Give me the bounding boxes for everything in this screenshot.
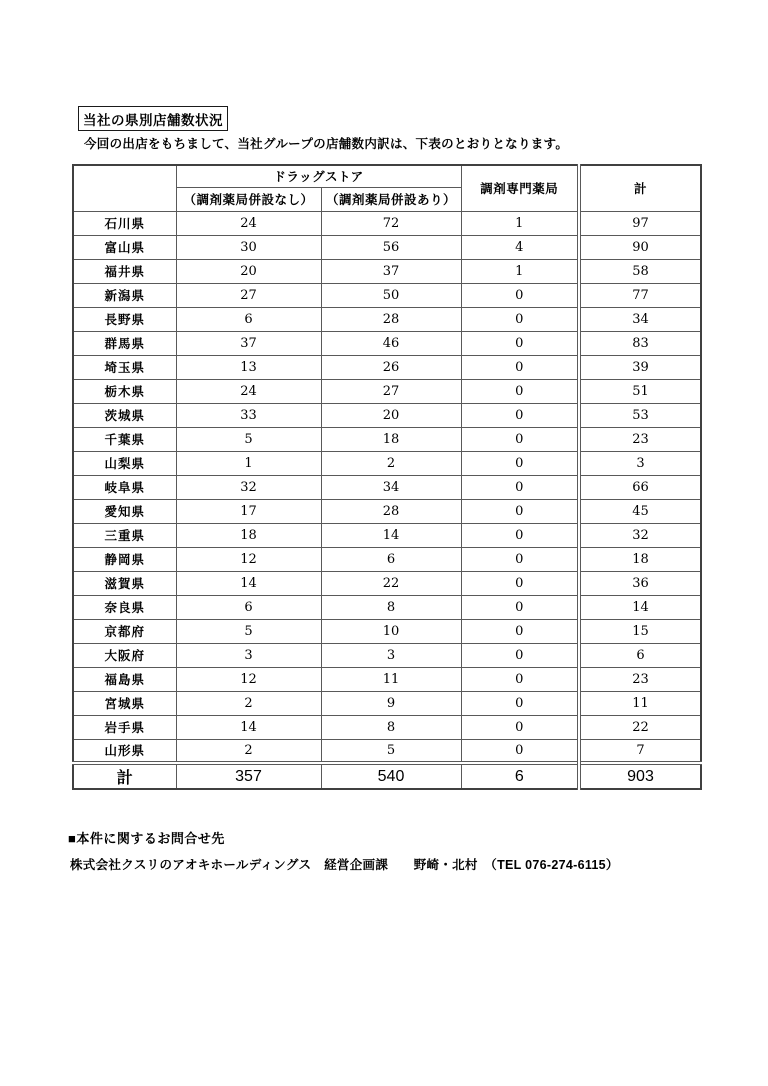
count-dispensing-cell: 0 bbox=[461, 331, 579, 355]
count-dispensing-cell: 0 bbox=[461, 571, 579, 595]
prefecture-cell: 岐阜県 bbox=[73, 475, 176, 499]
table-row bbox=[73, 427, 701, 451]
count-with-pharmacy-cell: 56 bbox=[321, 235, 461, 259]
count-with-pharmacy-cell: 11 bbox=[321, 667, 461, 691]
count-with-pharmacy-cell: 27 bbox=[321, 379, 461, 403]
table-row bbox=[73, 211, 701, 235]
count-no-pharmacy-cell: 14 bbox=[176, 571, 321, 595]
table-total-row bbox=[73, 763, 701, 789]
count-total-cell: 45 bbox=[579, 499, 701, 523]
count-with-pharmacy-cell: 72 bbox=[321, 211, 461, 235]
count-dispensing-cell: 0 bbox=[461, 355, 579, 379]
table-row bbox=[73, 667, 701, 691]
count-total-cell: 15 bbox=[579, 619, 701, 643]
count-dispensing-cell: 0 bbox=[461, 691, 579, 715]
header-total: 計 bbox=[579, 165, 701, 211]
count-total-cell: 66 bbox=[579, 475, 701, 499]
table-row bbox=[73, 235, 701, 259]
prefecture-cell: 奈良県 bbox=[73, 595, 176, 619]
count-with-pharmacy-cell: 50 bbox=[321, 283, 461, 307]
count-no-pharmacy-cell: 13 bbox=[176, 355, 321, 379]
count-with-pharmacy-cell: 9 bbox=[321, 691, 461, 715]
count-total-cell: 23 bbox=[579, 427, 701, 451]
prefecture-cell: 京都府 bbox=[73, 619, 176, 643]
table-row bbox=[73, 379, 701, 403]
total-dispensing-value: 6 bbox=[461, 763, 579, 789]
count-total-cell: 3 bbox=[579, 451, 701, 475]
table-row bbox=[73, 691, 701, 715]
prefecture-cell: 大阪府 bbox=[73, 643, 176, 667]
prefecture-cell: 埼玉県 bbox=[73, 355, 176, 379]
count-dispensing-cell: 0 bbox=[461, 379, 579, 403]
count-no-pharmacy-cell: 32 bbox=[176, 475, 321, 499]
count-with-pharmacy-cell: 34 bbox=[321, 475, 461, 499]
count-no-pharmacy-cell: 6 bbox=[176, 307, 321, 331]
count-total-cell: 51 bbox=[579, 379, 701, 403]
count-with-pharmacy-cell: 20 bbox=[321, 403, 461, 427]
page-title: 当社の県別店舗数状況 bbox=[78, 106, 228, 131]
count-dispensing-cell: 0 bbox=[461, 643, 579, 667]
count-dispensing-cell: 0 bbox=[461, 619, 579, 643]
prefecture-cell: 千葉県 bbox=[73, 427, 176, 451]
total-row-label: 計 bbox=[73, 763, 176, 789]
count-total-cell: 14 bbox=[579, 595, 701, 619]
count-no-pharmacy-cell: 17 bbox=[176, 499, 321, 523]
prefecture-cell: 長野県 bbox=[73, 307, 176, 331]
count-total-cell: 22 bbox=[579, 715, 701, 739]
table-row bbox=[73, 715, 701, 739]
count-no-pharmacy-cell: 24 bbox=[176, 379, 321, 403]
total-with-pharmacy-value: 540 bbox=[321, 763, 461, 789]
count-dispensing-cell: 0 bbox=[461, 715, 579, 739]
count-with-pharmacy-cell: 18 bbox=[321, 427, 461, 451]
count-total-cell: 39 bbox=[579, 355, 701, 379]
count-no-pharmacy-cell: 5 bbox=[176, 619, 321, 643]
contact-info: 株式会社クスリのアオキホールディングス 経営企画課 野崎・北村 （TEL 076-274-6115） bbox=[70, 858, 619, 872]
header-drugstore-group: ドラッグストア bbox=[176, 165, 461, 187]
count-no-pharmacy-cell: 1 bbox=[176, 451, 321, 475]
page-subtitle: 今回の出店をもちまして、当社グループの店舗数内訳は、下表のとおりとなります。 bbox=[84, 137, 569, 151]
count-no-pharmacy-cell: 30 bbox=[176, 235, 321, 259]
count-dispensing-cell: 0 bbox=[461, 547, 579, 571]
count-dispensing-cell: 0 bbox=[461, 451, 579, 475]
prefecture-cell: 富山県 bbox=[73, 235, 176, 259]
prefecture-cell: 新潟県 bbox=[73, 283, 176, 307]
count-total-cell: 77 bbox=[579, 283, 701, 307]
table-row bbox=[73, 403, 701, 427]
header-dispensing-pharmacy: 調剤専門薬局 bbox=[461, 165, 579, 211]
count-with-pharmacy-cell: 8 bbox=[321, 595, 461, 619]
count-total-cell: 97 bbox=[579, 211, 701, 235]
count-total-cell: 34 bbox=[579, 307, 701, 331]
table-row bbox=[73, 499, 701, 523]
count-dispensing-cell: 0 bbox=[461, 739, 579, 763]
count-dispensing-cell: 0 bbox=[461, 403, 579, 427]
count-no-pharmacy-cell: 3 bbox=[176, 643, 321, 667]
count-with-pharmacy-cell: 26 bbox=[321, 355, 461, 379]
prefecture-cell: 静岡県 bbox=[73, 547, 176, 571]
count-dispensing-cell: 0 bbox=[461, 283, 579, 307]
count-total-cell: 90 bbox=[579, 235, 701, 259]
count-with-pharmacy-cell: 2 bbox=[321, 451, 461, 475]
count-dispensing-cell: 0 bbox=[461, 427, 579, 451]
count-dispensing-cell: 0 bbox=[461, 307, 579, 331]
table-row bbox=[73, 451, 701, 475]
prefecture-cell: 栃木県 bbox=[73, 379, 176, 403]
count-total-cell: 58 bbox=[579, 259, 701, 283]
count-no-pharmacy-cell: 6 bbox=[176, 595, 321, 619]
table-row bbox=[73, 739, 701, 763]
header-with-pharmacy: （調剤薬局併設あり） bbox=[321, 187, 461, 211]
count-no-pharmacy-cell: 2 bbox=[176, 691, 321, 715]
prefecture-cell: 山梨県 bbox=[73, 451, 176, 475]
count-dispensing-cell: 4 bbox=[461, 235, 579, 259]
prefecture-cell: 岩手県 bbox=[73, 715, 176, 739]
total-grand-value: 903 bbox=[579, 763, 701, 789]
table-row bbox=[73, 283, 701, 307]
table-row bbox=[73, 355, 701, 379]
count-no-pharmacy-cell: 12 bbox=[176, 547, 321, 571]
count-dispensing-cell: 1 bbox=[461, 211, 579, 235]
table-row bbox=[73, 547, 701, 571]
table-row bbox=[73, 619, 701, 643]
count-total-cell: 7 bbox=[579, 739, 701, 763]
prefecture-cell: 群馬県 bbox=[73, 331, 176, 355]
count-with-pharmacy-cell: 6 bbox=[321, 547, 461, 571]
prefecture-cell: 福島県 bbox=[73, 667, 176, 691]
count-no-pharmacy-cell: 5 bbox=[176, 427, 321, 451]
count-with-pharmacy-cell: 28 bbox=[321, 307, 461, 331]
store-count-table bbox=[72, 164, 702, 790]
count-total-cell: 23 bbox=[579, 667, 701, 691]
count-with-pharmacy-cell: 14 bbox=[321, 523, 461, 547]
prefecture-cell: 石川県 bbox=[73, 211, 176, 235]
count-dispensing-cell: 0 bbox=[461, 475, 579, 499]
count-with-pharmacy-cell: 22 bbox=[321, 571, 461, 595]
prefecture-cell: 茨城県 bbox=[73, 403, 176, 427]
count-no-pharmacy-cell: 37 bbox=[176, 331, 321, 355]
table-row bbox=[73, 475, 701, 499]
table-row bbox=[73, 643, 701, 667]
prefecture-cell: 三重県 bbox=[73, 523, 176, 547]
count-no-pharmacy-cell: 2 bbox=[176, 739, 321, 763]
count-no-pharmacy-cell: 18 bbox=[176, 523, 321, 547]
table-row bbox=[73, 571, 701, 595]
count-total-cell: 18 bbox=[579, 547, 701, 571]
total-no-pharmacy-value: 357 bbox=[176, 763, 321, 789]
count-dispensing-cell: 0 bbox=[461, 667, 579, 691]
count-with-pharmacy-cell: 37 bbox=[321, 259, 461, 283]
count-no-pharmacy-cell: 14 bbox=[176, 715, 321, 739]
count-no-pharmacy-cell: 27 bbox=[176, 283, 321, 307]
corner-cell bbox=[73, 165, 176, 211]
count-total-cell: 32 bbox=[579, 523, 701, 547]
table-body bbox=[73, 211, 701, 763]
count-dispensing-cell: 0 bbox=[461, 499, 579, 523]
count-with-pharmacy-cell: 10 bbox=[321, 619, 461, 643]
count-no-pharmacy-cell: 12 bbox=[176, 667, 321, 691]
count-total-cell: 11 bbox=[579, 691, 701, 715]
count-total-cell: 36 bbox=[579, 571, 701, 595]
count-with-pharmacy-cell: 28 bbox=[321, 499, 461, 523]
count-total-cell: 6 bbox=[579, 643, 701, 667]
contact-section-heading: ■本件に関するお問合せ先 bbox=[68, 831, 225, 846]
table-row bbox=[73, 259, 701, 283]
table-row bbox=[73, 331, 701, 355]
count-dispensing-cell: 1 bbox=[461, 259, 579, 283]
count-with-pharmacy-cell: 5 bbox=[321, 739, 461, 763]
table-footer bbox=[73, 763, 701, 789]
prefecture-cell: 滋賀県 bbox=[73, 571, 176, 595]
prefecture-cell: 山形県 bbox=[73, 739, 176, 763]
count-dispensing-cell: 0 bbox=[461, 523, 579, 547]
count-no-pharmacy-cell: 33 bbox=[176, 403, 321, 427]
count-no-pharmacy-cell: 20 bbox=[176, 259, 321, 283]
count-total-cell: 83 bbox=[579, 331, 701, 355]
table-row bbox=[73, 307, 701, 331]
table-header bbox=[73, 165, 701, 211]
prefecture-cell: 愛知県 bbox=[73, 499, 176, 523]
prefecture-cell: 福井県 bbox=[73, 259, 176, 283]
prefecture-cell: 宮城県 bbox=[73, 691, 176, 715]
count-with-pharmacy-cell: 8 bbox=[321, 715, 461, 739]
count-with-pharmacy-cell: 3 bbox=[321, 643, 461, 667]
table-row bbox=[73, 595, 701, 619]
count-dispensing-cell: 0 bbox=[461, 595, 579, 619]
count-no-pharmacy-cell: 24 bbox=[176, 211, 321, 235]
count-total-cell: 53 bbox=[579, 403, 701, 427]
table-row bbox=[73, 523, 701, 547]
header-no-pharmacy: （調剤薬局併設なし） bbox=[176, 187, 321, 211]
count-with-pharmacy-cell: 46 bbox=[321, 331, 461, 355]
